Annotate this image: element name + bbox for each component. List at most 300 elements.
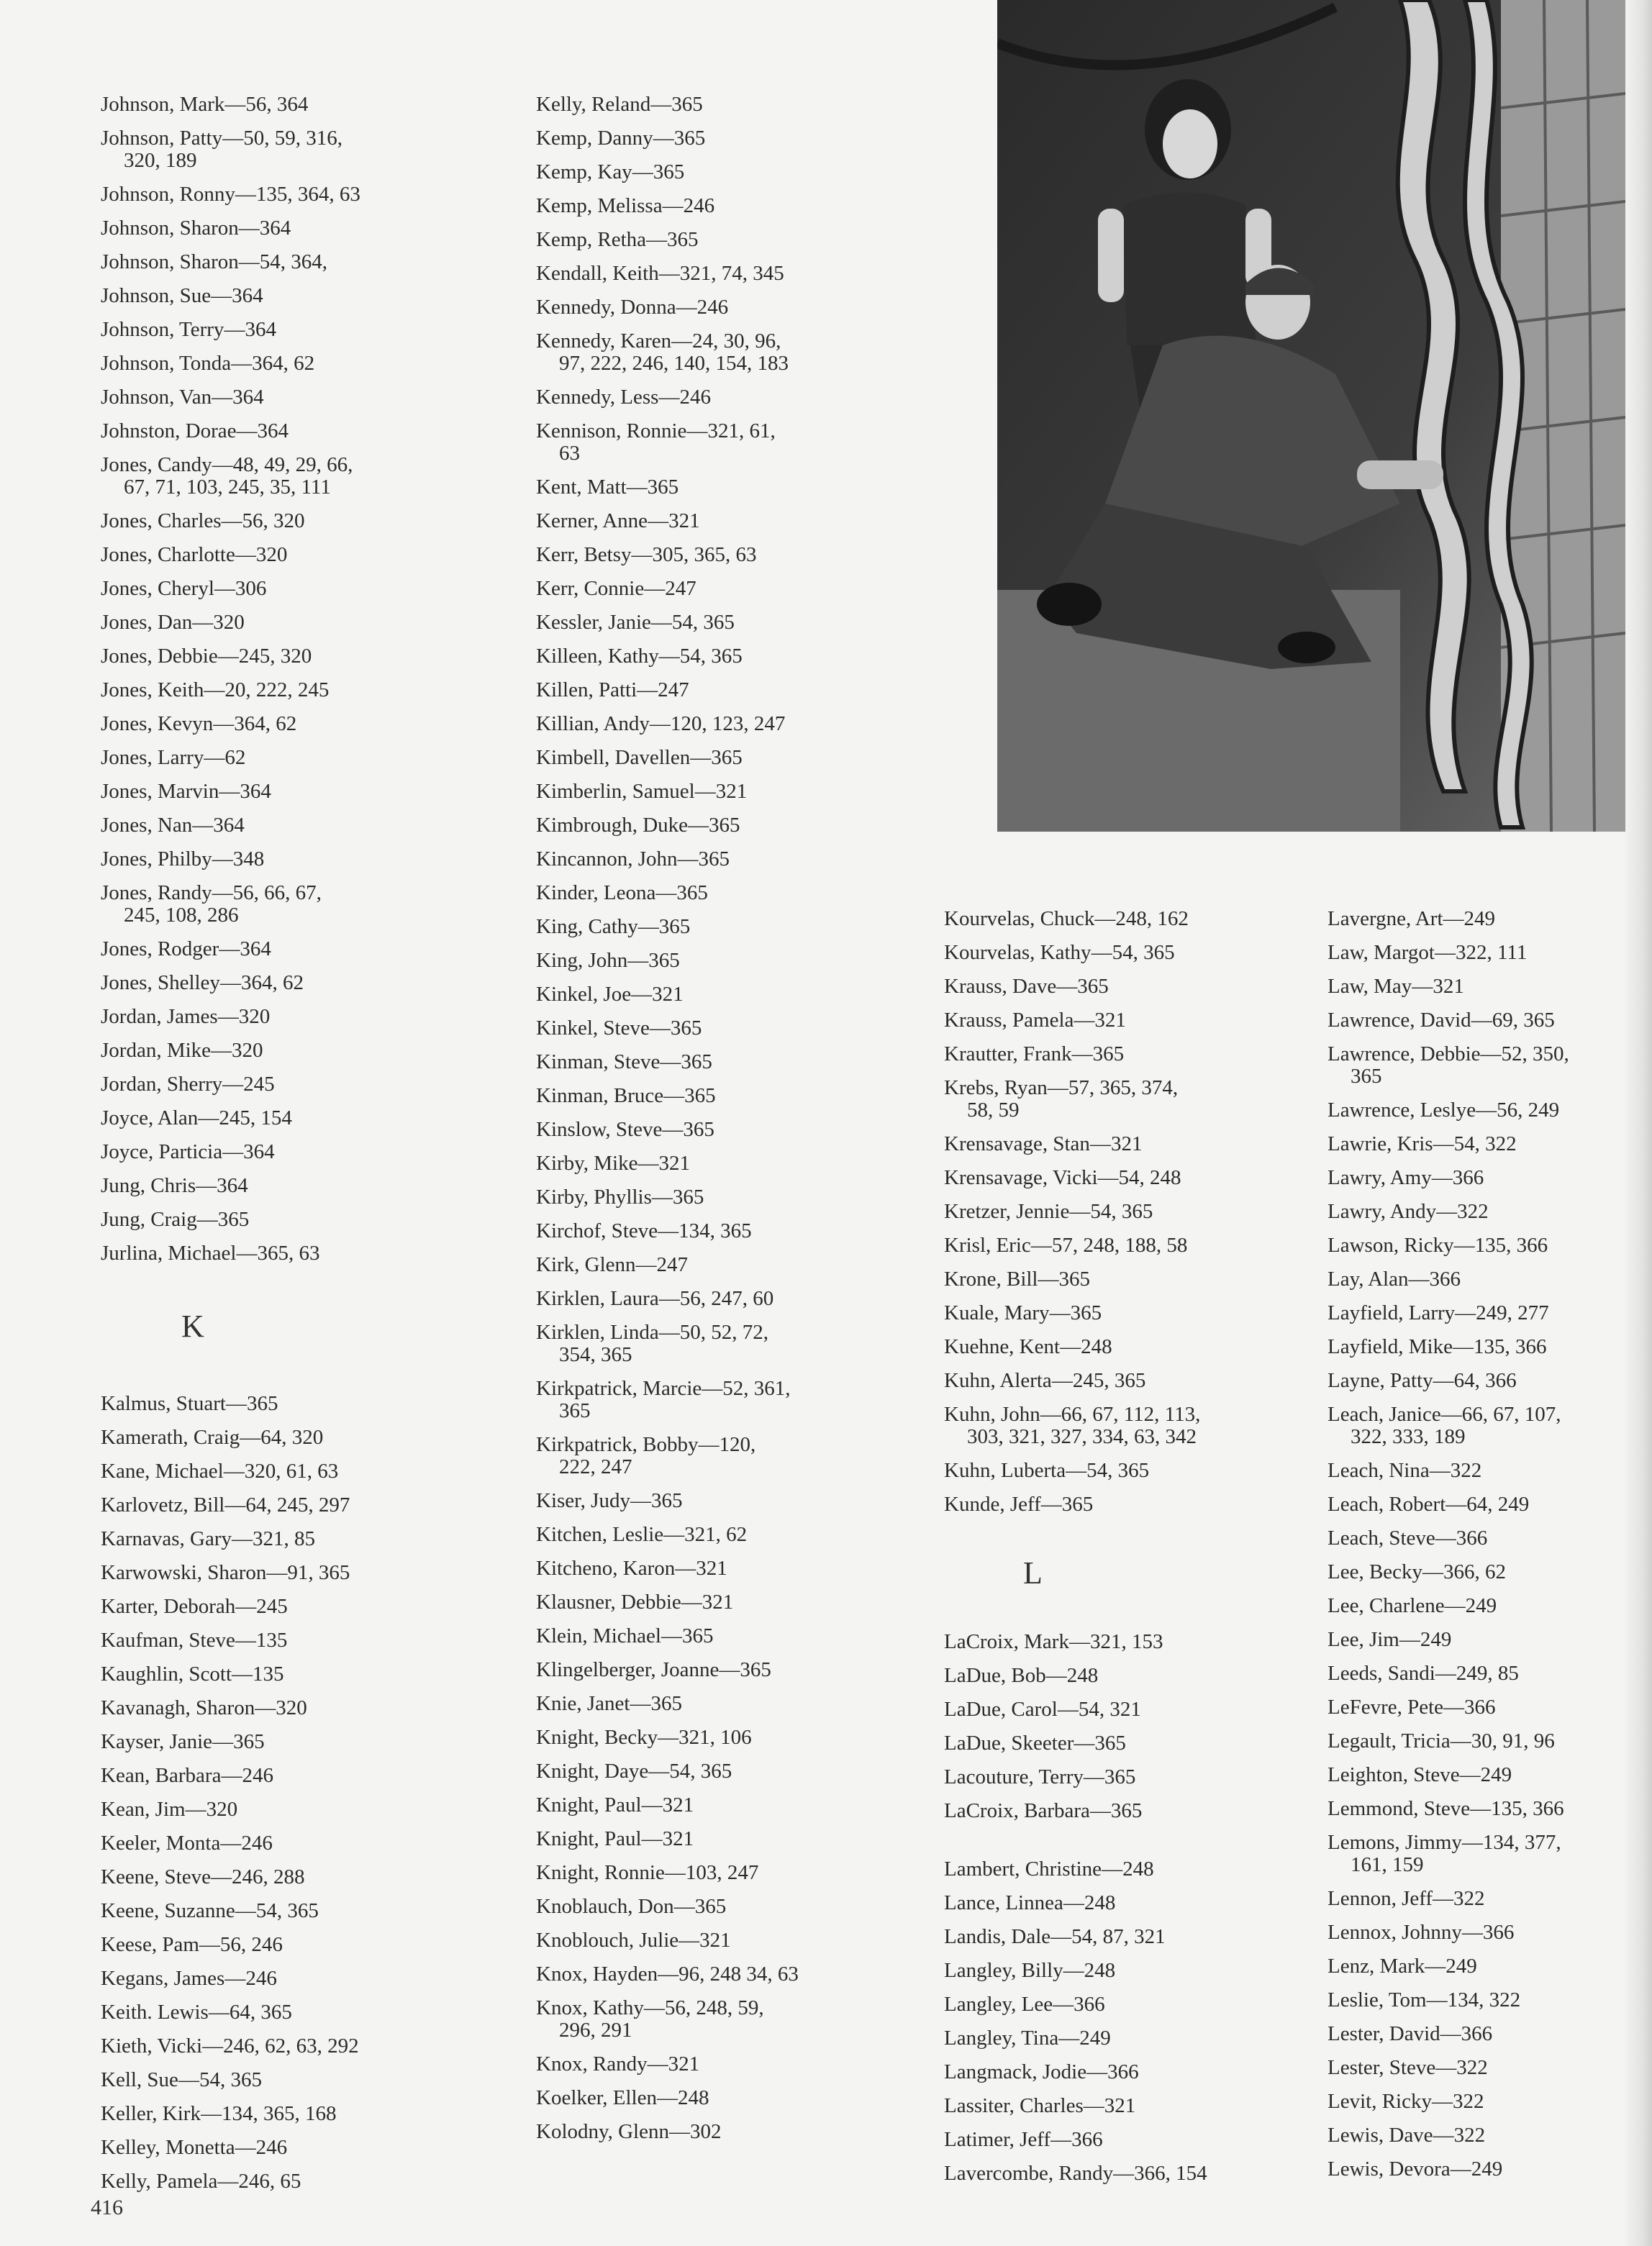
entry-name: Kuhn, Alerta	[944, 1369, 1052, 1392]
index-entry	[101, 713, 504, 735]
entry-name: Kourvelas, Chuck	[944, 907, 1095, 930]
index-entry	[1328, 1133, 1644, 1155]
em-dash: —	[635, 1253, 657, 1276]
index-entry	[536, 476, 939, 499]
entry-name: Karnavas, Gary	[101, 1527, 232, 1550]
entry-name: Klein, Michael	[536, 1624, 661, 1647]
entry-pages: 365	[683, 1118, 714, 1141]
index-entry	[1328, 2091, 1644, 2113]
index-entry	[536, 1220, 939, 1242]
index-entry	[1328, 908, 1644, 930]
em-dash: —	[1047, 1076, 1068, 1099]
index-entry	[536, 195, 939, 217]
entry-name: LeFevre, Pete	[1328, 1696, 1444, 1719]
entry-pages: 364, 62	[252, 352, 315, 375]
em-dash: —	[1435, 2056, 1457, 2079]
entry-pages: 365, 63	[257, 1242, 320, 1265]
index-entry	[536, 1828, 939, 1850]
entry-name: Kimberlin, Samuel	[536, 780, 695, 803]
entry-pages: 56, 66, 67,	[232, 881, 322, 904]
entry-name: Keller, Kirk	[101, 2102, 201, 2125]
em-dash: —	[637, 678, 658, 701]
em-dash: —	[698, 1433, 720, 1456]
index-entry	[536, 1119, 939, 1141]
em-dash: —	[1060, 1335, 1081, 1358]
entry-pages: 321, 62	[684, 1523, 748, 1546]
index-entry	[1328, 1527, 1644, 1550]
index-entry	[1328, 1764, 1644, 1786]
index-entry	[536, 2087, 939, 2109]
entry-pages: 57, 248, 188, 58	[1051, 1234, 1188, 1257]
index-entry	[536, 1693, 939, 1715]
entry-pages: 245	[243, 1073, 275, 1096]
em-dash: —	[1057, 1698, 1079, 1721]
em-dash: —	[637, 1152, 659, 1175]
entry-name: Johnson, Tonda	[101, 352, 232, 375]
index-entry	[536, 1017, 939, 1040]
em-dash: —	[232, 1663, 253, 1686]
em-dash: —	[1066, 1459, 1087, 1482]
index-entry	[536, 229, 939, 251]
index-entry	[944, 1009, 1318, 1032]
index-entry	[536, 848, 939, 870]
em-dash: —	[1455, 1301, 1476, 1324]
entry-name: Law, Margot	[1328, 941, 1435, 964]
em-dash: —	[1461, 1831, 1483, 1854]
em-dash: —	[1440, 1403, 1462, 1426]
index-entry	[101, 1697, 504, 1719]
entry-pages: 321	[1094, 1009, 1126, 1032]
entry-name: Kerr, Betsy	[536, 543, 632, 566]
index-entry	[944, 1077, 1318, 1122]
entry-pages: 320	[238, 1005, 271, 1028]
entry-name: Jones, Nan	[101, 814, 193, 837]
entry-name: Lawrence, David	[1328, 1009, 1471, 1032]
entry-pages: 365	[740, 1658, 771, 1681]
em-dash: —	[1450, 1729, 1471, 1752]
em-dash: —	[1030, 1234, 1052, 1257]
index-entry	[536, 781, 939, 803]
em-dash: —	[648, 509, 669, 532]
em-dash: —	[1435, 1662, 1456, 1685]
index-entry	[536, 386, 939, 409]
entry-pages: 366, 62	[1443, 1560, 1507, 1583]
entry-name: Kirchof, Steve	[536, 1219, 658, 1242]
entry-name: Joyce, Particia	[101, 1140, 223, 1163]
entry-name: Jones, Charles	[101, 509, 222, 532]
entry-pages: 54, 322	[1453, 1132, 1517, 1155]
entry-pages: 366	[1461, 2022, 1493, 2045]
entry-pages: 365	[1058, 1268, 1090, 1291]
em-dash: —	[1040, 1403, 1061, 1426]
entry-pages: 134, 377,	[1482, 1831, 1561, 1854]
index-entry	[1328, 1201, 1644, 1223]
entry-name: Kemp, Danny	[536, 127, 653, 150]
entry-name: Knoblouch, Julie	[536, 1929, 679, 1952]
entry-pages: 56, 320	[242, 509, 305, 532]
entry-pages-continued: 58, 59	[967, 1099, 1020, 1122]
em-dash: —	[224, 93, 246, 116]
index-entry	[101, 578, 504, 600]
index-entry	[944, 1892, 1318, 1914]
index-entry	[101, 217, 504, 240]
entry-name: Lewis, Devora	[1328, 2158, 1451, 2181]
entry-pages: 120,	[719, 1433, 756, 1456]
em-dash: —	[1408, 1268, 1430, 1291]
index-entry	[101, 319, 504, 341]
index-entry	[536, 679, 939, 701]
entry-name: Levit, Ricky	[1328, 2090, 1432, 2113]
index-entry	[944, 1043, 1318, 1065]
index-entry	[1328, 976, 1644, 998]
em-dash: —	[663, 1084, 685, 1107]
entry-pages: 365	[698, 847, 730, 870]
index-entry	[101, 781, 504, 803]
entry-pages: 54, 364,	[259, 250, 327, 273]
entry-name: Jones, Kevyn	[101, 712, 214, 735]
entry-name: Kemp, Retha	[536, 228, 647, 251]
index-entry	[101, 183, 504, 206]
index-entry	[1328, 1099, 1644, 1122]
entry-pages: 364	[232, 386, 264, 409]
entry-pages: 56, 246	[219, 1933, 283, 1956]
index-entry	[1328, 1663, 1644, 1685]
entry-pages: 365	[684, 1084, 716, 1107]
index-entry	[1328, 2124, 1644, 2147]
index-entry	[944, 1800, 1318, 1822]
entry-name: Leach, Nina	[1328, 1459, 1430, 1482]
entry-pages: 247	[658, 678, 689, 701]
entry-name: Kitchen, Leslie	[536, 1523, 664, 1546]
entry-pages: 365	[653, 160, 685, 183]
entry-name: Killen, Patti	[536, 678, 637, 701]
entry-name: Leach, Janice	[1328, 1403, 1441, 1426]
entry-name: Killian, Andy	[536, 712, 650, 735]
entry-name: Law, May	[1328, 975, 1412, 998]
index-entry	[1328, 942, 1644, 964]
em-dash: —	[1050, 2128, 1072, 2151]
index-entry	[536, 983, 939, 1006]
em-dash: —	[673, 1895, 695, 1918]
entry-name: Lee, Charlene	[1328, 1594, 1445, 1617]
entry-pages: 66, 67, 112, 113,	[1061, 1403, 1201, 1426]
entry-name: Jordan, Mike	[101, 1039, 212, 1062]
entry-name: Kuhn, John	[944, 1403, 1040, 1426]
index-entry	[1328, 1629, 1644, 1651]
entry-pages: 365	[647, 476, 679, 499]
em-dash: —	[235, 1899, 256, 1922]
entry-pages: 321	[668, 509, 700, 532]
em-dash: —	[647, 2052, 668, 2075]
em-dash: —	[224, 318, 245, 341]
index-entry	[944, 1699, 1318, 1721]
entry-pages: 134, 322	[1447, 1988, 1521, 2011]
index-entry	[536, 127, 939, 150]
em-dash: —	[221, 1764, 242, 1787]
index-entry	[536, 1591, 939, 1614]
entry-name: Knight, Ronnie	[536, 1861, 665, 1884]
entry-name: Johnson, Van	[101, 386, 212, 409]
em-dash: —	[222, 1073, 244, 1096]
index-entry	[536, 161, 939, 183]
em-dash: —	[220, 1832, 242, 1855]
index-entry	[101, 2001, 504, 2024]
entry-name: Knox, Randy	[536, 2052, 648, 2075]
em-dash: —	[208, 2001, 230, 2024]
entry-pages: 64, 249	[1466, 1493, 1530, 1516]
entry-name: Kell, Sue	[101, 2068, 178, 2091]
entry-pages: 321	[1104, 2094, 1136, 2117]
entry-pages: 96, 248 34, 63	[678, 1963, 799, 1986]
entry-pages: 248, 162	[1115, 907, 1189, 930]
em-dash: —	[1435, 1527, 1456, 1550]
index-entry	[1328, 1235, 1644, 1257]
em-dash: —	[1443, 907, 1464, 930]
entry-pages: 249, 85	[1456, 1662, 1519, 1685]
entry-name: Kirkpatrick, Marcie	[536, 1377, 702, 1400]
section-letter-heading: K	[181, 1309, 204, 1344]
entry-pages: 135	[253, 1663, 284, 1686]
index-entry	[1328, 1832, 1644, 1876]
entry-name: Kavanagh, Sharon	[101, 1696, 255, 1719]
entry-name: Leeds, Sandi	[1328, 1662, 1435, 1685]
em-dash: —	[1459, 1763, 1481, 1786]
em-dash: —	[1433, 2124, 1454, 2147]
index-entry	[101, 1494, 504, 1517]
entry-name: Kinman, Bruce	[536, 1084, 664, 1107]
index-entry	[101, 2137, 504, 2159]
index-entry	[944, 1732, 1318, 1755]
entry-pages: 24, 30, 96,	[692, 329, 781, 353]
em-dash: —	[694, 780, 716, 803]
entry-pages: 246	[683, 194, 715, 217]
index-entry	[944, 1993, 1318, 2016]
em-dash: —	[646, 228, 668, 251]
entry-name: Kelly, Reland	[536, 93, 651, 116]
entry-pages: 246	[679, 386, 711, 409]
entry-pages: 248	[1084, 1891, 1116, 1914]
entry-pages-continued: 63	[559, 442, 580, 465]
em-dash: —	[662, 1118, 684, 1141]
index-entry	[944, 976, 1318, 998]
entry-name: Kirkpatrick, Bobby	[536, 1433, 699, 1456]
entry-name: Lee, Becky	[1328, 1560, 1423, 1583]
entry-pages: 48, 49, 29, 66,	[232, 453, 353, 476]
em-dash: —	[650, 611, 672, 634]
entry-pages: 54, 365	[255, 1899, 319, 1922]
index-entry	[536, 1558, 939, 1580]
em-dash: —	[224, 1967, 246, 1990]
entry-pages-continued: 97, 222, 246, 140, 154, 183	[559, 352, 789, 375]
entry-name: Kerr, Connie	[536, 577, 645, 600]
em-dash: —	[231, 352, 253, 375]
entry-pages-continued: 161, 159	[1351, 1853, 1424, 1876]
entry-pages: 306	[235, 577, 267, 600]
em-dash: —	[1113, 2162, 1135, 2185]
em-dash: —	[1102, 1858, 1123, 1881]
em-dash: —	[1068, 1630, 1090, 1653]
index-entry	[101, 1900, 504, 1922]
entry-pages: 247	[656, 1253, 689, 1276]
entry-name: LaDue, Carol	[944, 1698, 1058, 1721]
entry-pages: 365	[681, 1050, 712, 1073]
em-dash: —	[1074, 1009, 1095, 1032]
entry-name: Kennedy, Less	[536, 386, 659, 409]
em-dash: —	[1433, 1887, 1454, 1910]
entry-name: Kane, Michael	[101, 1460, 224, 1483]
entry-name: Lambert, Christine	[944, 1858, 1102, 1881]
index-entry	[536, 1997, 939, 2042]
entry-pages-continued: 303, 321, 327, 334, 63, 342	[967, 1425, 1197, 1448]
entry-pages-continued: 222, 247	[559, 1455, 632, 1478]
index-entry	[101, 1866, 504, 1888]
index-entry	[536, 1929, 939, 1952]
entry-name: Kinkel, Joe	[536, 983, 632, 1006]
entry-name: Keene, Steve	[101, 1865, 211, 1888]
em-dash: —	[1446, 1493, 1467, 1516]
index-entry	[101, 2170, 504, 2193]
index-entry	[101, 747, 504, 769]
em-dash: —	[266, 1561, 288, 1584]
entry-pages: 56, 249	[1497, 1099, 1560, 1122]
entry-name: Kamerath, Craig	[101, 1426, 240, 1449]
index-entry	[1328, 1730, 1644, 1752]
entry-name: LaDue, Bob	[944, 1664, 1046, 1687]
em-dash: —	[664, 1861, 686, 1884]
entry-name: Johnson, Sharon	[101, 250, 239, 273]
entry-pages: 365	[1104, 1765, 1136, 1788]
index-entry	[1328, 1336, 1644, 1358]
index-entry	[536, 296, 939, 319]
em-dash: —	[1435, 941, 1456, 964]
entry-pages: 135	[255, 1629, 288, 1652]
em-dash: —	[1038, 1268, 1059, 1291]
entry-pages: 135, 366	[1473, 1335, 1547, 1358]
entry-name: Knight, Paul	[536, 1827, 642, 1850]
entry-name: Kayser, Janie	[101, 1730, 213, 1753]
em-dash: —	[235, 183, 256, 206]
index-entry	[944, 1201, 1318, 1223]
entry-name: Kirklen, Linda	[536, 1321, 659, 1344]
entry-pages: 64, 320	[260, 1426, 324, 1449]
index-entry	[101, 611, 504, 634]
index-entry	[1328, 1370, 1644, 1392]
index-entry	[536, 1524, 939, 1546]
entry-name: Johnson, Terry	[101, 318, 224, 341]
em-dash: —	[214, 577, 235, 600]
entry-name: Koelker, Ellen	[536, 2086, 657, 2109]
section-letter-heading: L	[1023, 1555, 1043, 1591]
em-dash: —	[637, 915, 659, 938]
em-dash: —	[626, 476, 648, 499]
entry-name: Kinder, Leona	[536, 881, 656, 904]
entry-pages: 50, 52, 72,	[679, 1321, 768, 1344]
em-dash: —	[1049, 1301, 1071, 1324]
entry-pages: 135, 366	[1474, 1234, 1548, 1257]
entry-name: Krensavage, Stan	[944, 1132, 1090, 1155]
index-entry	[101, 353, 504, 375]
entry-name: Krautter, Frank	[944, 1042, 1072, 1065]
index-entry	[101, 386, 504, 409]
entry-pages: 56, 248, 59,	[664, 1996, 764, 2019]
entry-pages: 322	[1457, 1200, 1489, 1223]
em-dash: —	[650, 93, 672, 116]
em-dash: —	[1058, 2027, 1080, 2050]
index-entry	[1328, 1989, 1644, 2011]
index-entry	[101, 251, 504, 273]
index-entry	[1328, 1696, 1644, 1719]
entry-pages: 245, 320	[238, 645, 312, 668]
entry-pages: 364	[243, 1140, 275, 1163]
em-dash: —	[1086, 2060, 1108, 2083]
em-dash: —	[1431, 2090, 1453, 2113]
em-dash: —	[676, 296, 697, 319]
entry-pages: 246	[255, 2136, 288, 2159]
em-dash: —	[1045, 1664, 1067, 1687]
entry-pages: 249	[1079, 2027, 1111, 2050]
entry-name: Krisl, Eric	[944, 1234, 1031, 1257]
index-entry	[536, 1288, 939, 1310]
entry-pages: 320, 61, 63	[244, 1460, 339, 1483]
em-dash: —	[178, 2068, 199, 2091]
em-dash: —	[648, 1760, 670, 1783]
entry-pages: 321	[702, 1591, 734, 1614]
entry-name: Kirk, Glenn	[536, 1253, 636, 1276]
em-dash: —	[219, 937, 240, 960]
entry-pages: 20, 222, 245	[224, 678, 330, 701]
entry-name: Keeler, Monta	[101, 1832, 221, 1855]
em-dash: —	[632, 160, 653, 183]
index-entry	[101, 1562, 504, 1584]
index-entry	[1328, 1167, 1644, 1189]
entry-pages: 135, 364, 63	[255, 183, 360, 206]
em-dash: —	[238, 217, 260, 240]
em-dash: —	[231, 1527, 253, 1550]
index-entry	[101, 2103, 504, 2125]
entry-pages: 322	[1456, 2056, 1488, 2079]
em-dash: —	[217, 2170, 239, 2193]
entry-pages: 248	[1084, 1959, 1116, 1982]
index-entry	[944, 1960, 1318, 1982]
em-dash: —	[224, 1493, 246, 1517]
entry-pages: 245, 154	[219, 1106, 292, 1129]
em-dash: —	[1450, 2158, 1471, 2181]
index-entry	[101, 1832, 504, 1855]
em-dash: —	[226, 1392, 247, 1415]
entry-pages: 248	[677, 2086, 709, 2109]
entry-pages: 366	[1464, 1696, 1496, 1719]
photograph	[997, 0, 1625, 832]
em-dash: —	[630, 1692, 651, 1715]
em-dash: —	[212, 881, 233, 904]
entry-name: Langley, Billy	[944, 1959, 1063, 1982]
entry-pages: 322	[1453, 2124, 1486, 2147]
entry-name: Karlovetz, Bill	[101, 1493, 225, 1517]
entry-pages: 103, 247	[685, 1861, 759, 1884]
entry-pages: 320	[232, 1039, 263, 1062]
entry-name: Karwowski, Sharon	[101, 1561, 267, 1584]
index-entry	[536, 1760, 939, 1783]
entry-name: Lassiter, Charles	[944, 2094, 1084, 2117]
entry-pages: 245	[256, 1595, 288, 1618]
entry-pages: 248	[1122, 1858, 1154, 1881]
entry-pages: 366	[1071, 2128, 1103, 2151]
em-dash: —	[719, 1658, 740, 1681]
index-entry	[101, 94, 504, 116]
entry-pages: 249	[1446, 1955, 1477, 1978]
entry-name: Jones, Charlotte	[101, 543, 235, 566]
entry-name: LaDue, Skeeter	[944, 1732, 1074, 1755]
